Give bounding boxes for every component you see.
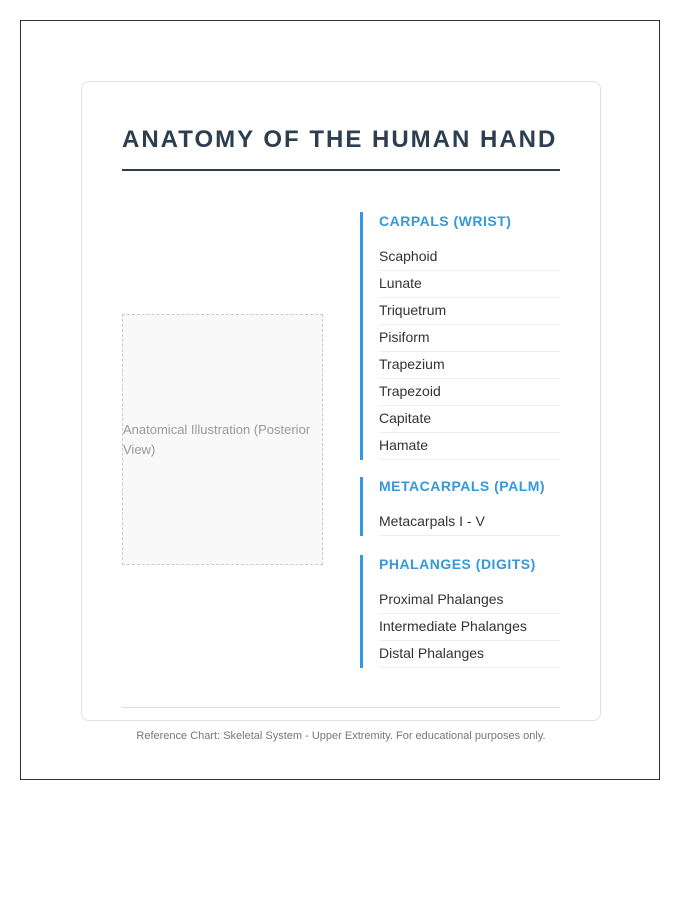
footer-note: Reference Chart: Skeletal System - Upper Extremity. For educational purposes only. — [136, 730, 546, 742]
illustration-placeholder — [122, 314, 323, 565]
list-item: Lunate — [379, 271, 560, 298]
list-item: Capitate — [379, 406, 560, 433]
list-item: Hamate — [379, 433, 560, 460]
list-item: Triquetrum — [379, 298, 560, 325]
footer-divider — [122, 707, 560, 708]
list-item: Trapezoid — [379, 379, 560, 406]
page-title: ANATOMY OF THE HUMAN HAND — [122, 126, 558, 153]
section-heading: PHALANGES (DIGITS) — [379, 556, 536, 572]
list-item: Pisiform — [379, 325, 560, 352]
list-item: Proximal Phalanges — [379, 587, 560, 614]
illustration-caption: Anatomical Illustration (Posterior View) — [123, 421, 311, 457]
section-metacarpals — [360, 477, 560, 536]
section-carpals — [360, 212, 560, 460]
section-heading: CARPALS (WRIST) — [379, 213, 512, 229]
list-item: Metacarpals I - V — [379, 509, 560, 536]
section-heading: METACARPALS (PALM) — [379, 478, 546, 494]
list-item: Trapezium — [379, 352, 560, 379]
list-item: Intermediate Phalanges — [379, 614, 560, 641]
section-phalanges — [360, 555, 560, 668]
title-divider — [122, 169, 560, 171]
list-item: Scaphoid — [379, 244, 560, 271]
list-item: Distal Phalanges — [379, 641, 560, 668]
